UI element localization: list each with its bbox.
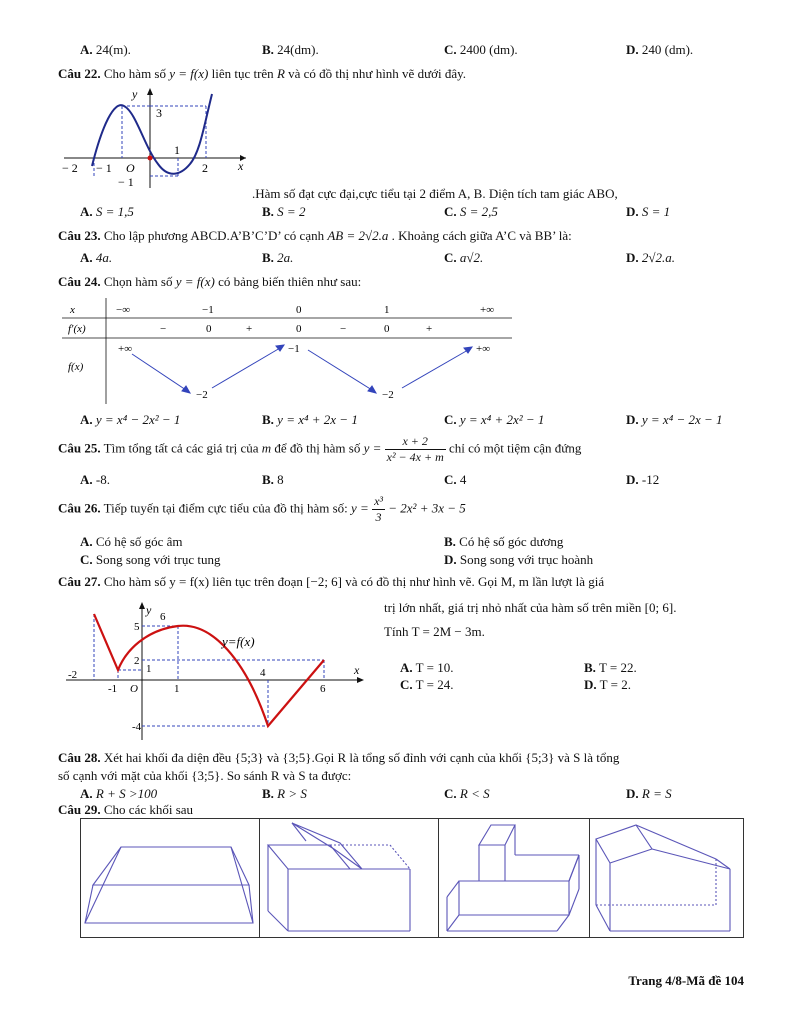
q25-option-b: B. 8 xyxy=(262,472,284,487)
q28-stem: Câu 28. Xét hai khối đa diện đều {5;3} và {3;5}.Gọi R là tổng số đỉnh với cạnh của khối {5;3} và S là tổng xyxy=(58,750,620,765)
q22-origin: O xyxy=(126,161,135,175)
q27-y-label: y xyxy=(146,603,152,617)
q23-option-b: B. 2a. xyxy=(262,250,294,265)
q21-option-c: C. 2400 (dm). xyxy=(444,42,518,57)
q22-tick-m2: − 2 xyxy=(62,161,78,175)
q25-option-a: A. -8. xyxy=(80,472,110,487)
q28-stem-line2: số cạnh với mặt của khối {3;5}. So sánh R và S ta được: xyxy=(58,768,352,783)
q25-fraction: $\frac{x + 2}{\text{x² − 4x + m}}$ xyxy=(386,434,444,464)
q22-question: .Hàm số đạt cực đại,cực tiểu tại 2 điểm A, B. Diện tích tam giác ABO, xyxy=(252,186,618,201)
solid-4 xyxy=(590,819,744,937)
q22-tick-3: 3 xyxy=(156,106,162,120)
q24-option-b: B. y = x⁴ + 2x − 1 xyxy=(262,412,358,427)
q22-option-c: C. S = 2,5 xyxy=(444,204,498,219)
bbt-x-3: 1 xyxy=(384,304,390,316)
q22-stem: Câu 22. Cho hàm số y = f(x) liên tục trên R và có đồ thị như hình vẽ dưới đây. xyxy=(58,66,467,81)
q24-stem: Câu 24. Chọn hàm số y = f(x) có bảng biến thiên như sau: xyxy=(58,274,362,289)
q27-stem: Câu 27. Cho hàm số y = f(x) liên tục trên đoạn [−2; 6] và có đồ thị như hình vẽ. Gọi M, m lần lượt là giá xyxy=(58,574,605,589)
q27-tick-5: 5 xyxy=(134,621,140,633)
q22-option-b: B. S = 2 xyxy=(262,204,306,219)
bbt-x-4: +∞ xyxy=(480,304,495,316)
q21-option-d: D. 240 (dm). xyxy=(626,42,694,57)
q24-option-d: D. y = x⁴ − 2x − 1 xyxy=(626,412,723,427)
solid-1 xyxy=(81,819,260,937)
q22-tick-m1y: − 1 xyxy=(118,175,134,189)
q22-x-label: x xyxy=(238,159,244,173)
q27-line3: Tính T = 2M − 3m. xyxy=(384,624,485,639)
q27-option-d: D. T = 2. xyxy=(584,677,631,692)
q27-option-b: B. T = 22. xyxy=(584,660,637,675)
solid-2 xyxy=(260,819,439,937)
bbt-f-min2: −2 xyxy=(382,389,394,401)
q27-tick-4: 4 xyxy=(260,667,266,679)
solid-frustum-figure xyxy=(81,819,259,937)
bbt-sign-6: + xyxy=(426,323,433,335)
q21-option-b: B. 24(dm). xyxy=(262,42,319,57)
bbt-sign-4: − xyxy=(340,323,347,335)
q22-tick-2: 2 xyxy=(202,161,208,175)
q26-option-a: A. Có hệ số góc âm xyxy=(80,534,183,549)
q22-graph xyxy=(62,86,250,190)
q22-y-label: y xyxy=(132,87,138,101)
q23-stem: Câu 23. Cho lập phương ABCD.A’B’C’D’ có cạnh AB = 2√2.a . Khoảng cách giữa A’C và BB’ là: xyxy=(58,228,572,243)
q22-option-a: A. S = 1,5 xyxy=(80,204,134,219)
q27-tick-6: 6 xyxy=(320,683,326,695)
q23-option-a: A. 4a. xyxy=(80,250,113,265)
q28-option-a: A. R + S >100 xyxy=(80,786,158,801)
q29-stem: Câu 29. Cho các khối sau xyxy=(58,802,194,817)
solid-3 xyxy=(439,819,590,937)
solid-l-shape-figure xyxy=(439,819,589,937)
bbt-x-label: x xyxy=(70,304,75,316)
bbt-x-2: 0 xyxy=(296,304,302,316)
q27-tick-m2: -2 xyxy=(68,669,78,681)
q23-option-d: D. 2√2.a. xyxy=(626,250,676,265)
bbt-x-0: −∞ xyxy=(116,304,131,316)
q27-line2: trị lớn nhất, giá trị nhỏ nhất của hàm số trên miền [0; 6]. xyxy=(384,600,677,615)
bbt-sign-0: − xyxy=(160,323,167,335)
bbt-f-label: f(x) xyxy=(68,361,84,373)
solid-roof-box-figure xyxy=(590,819,744,937)
q26-option-d: D. Song song với trục hoành xyxy=(444,552,594,567)
q25-option-c: C. 4 xyxy=(444,472,467,487)
bbt-fp-label: f′(x) xyxy=(68,323,86,335)
q27-curve-label: y=f(x) xyxy=(222,634,255,649)
q22-tick-1: 1 xyxy=(174,143,180,157)
q27-tick-1y: 1 xyxy=(146,663,152,675)
q25-stem: Câu 25. Tìm tổng tất cả các giá trị của m để đồ thị hàm số y = $\frac{x + 2}{\text{x² − 4x + m}}$ chỉ có một tiệm cận đứng xyxy=(58,434,582,464)
bbt-f-start: +∞ xyxy=(118,343,133,355)
bbt-x-1: −1 xyxy=(202,304,214,316)
q24-option-a: A. y = x⁴ − 2x² − 1 xyxy=(80,412,181,427)
q24-variation-table xyxy=(62,298,512,404)
q27-tick-m4: -4 xyxy=(132,721,142,733)
q27-option-c: C. T = 24. xyxy=(400,677,454,692)
q28-option-d: D. R = S xyxy=(626,786,672,801)
q22-option-d: D. S = 1 xyxy=(626,204,671,219)
q23-option-c: C. a√2. xyxy=(444,250,484,265)
q26-option-c: C. Song song với trục tung xyxy=(80,552,221,567)
q27-tick-2y: 2 xyxy=(134,655,140,667)
q29-solids-table xyxy=(80,818,744,938)
q26-option-b: B. Có hệ số góc dương xyxy=(444,534,564,549)
solid-box-prism-figure xyxy=(260,819,438,937)
q27-option-a: A. T = 10. xyxy=(400,660,454,675)
q27-x-label: x xyxy=(354,663,360,677)
q26-fraction: $\frac{\text{x³}}{3}$ xyxy=(374,494,384,524)
q24-option-c: C. y = x⁴ + 2x² − 1 xyxy=(444,412,545,427)
bbt-f-min1: −2 xyxy=(196,389,208,401)
q28-option-b: B. R > S xyxy=(262,786,307,801)
bbt-sign-2: + xyxy=(246,323,253,335)
bbt-sign-3: 0 xyxy=(296,323,302,335)
q27-tick-6y: 6 xyxy=(160,611,166,623)
q27-origin: O xyxy=(130,683,138,695)
q22-tick-m1: − 1 xyxy=(96,161,112,175)
q21-option-a: A. 24(m). xyxy=(80,42,131,57)
q27-tick-1: 1 xyxy=(174,683,180,695)
bbt-f-max: −1 xyxy=(288,343,300,355)
q25-option-d: D. -12 xyxy=(626,472,660,487)
q26-stem: Câu 26. Tiếp tuyến tại điểm cực tiểu của đồ thị hàm số: y = $\frac{\text{x³}}{3}$ − 2x² + 3x − 5 xyxy=(58,494,466,524)
q27-tick-m1: -1 xyxy=(108,683,118,695)
bbt-sign-5: 0 xyxy=(384,323,390,335)
bbt-sign-1: 0 xyxy=(206,323,212,335)
bbt-f-end: +∞ xyxy=(476,343,491,355)
q27-graph xyxy=(62,600,372,742)
q28-option-c: C. R < S xyxy=(444,786,490,801)
page-footer: Trang 4/8-Mã đề 104 xyxy=(628,973,744,988)
